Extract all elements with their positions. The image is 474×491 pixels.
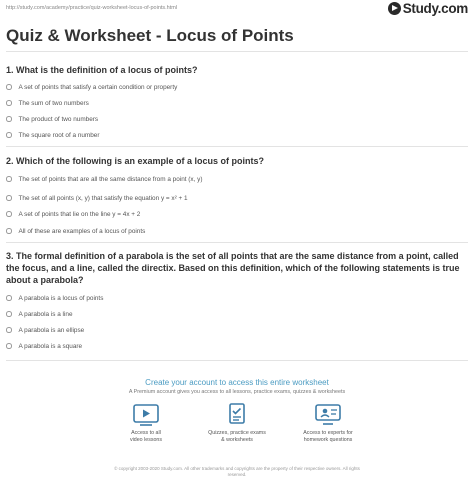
cta-subtitle: A Premium account gives you access to all lessons, practice exams, quizzes & worksheets xyxy=(128,389,346,395)
radio-icon[interactable] xyxy=(6,132,12,138)
radio-icon[interactable] xyxy=(6,311,12,317)
q3-option-2[interactable] xyxy=(6,308,73,320)
q3-option-1[interactable] xyxy=(6,292,103,304)
feature-label: Access to all xyxy=(131,430,161,436)
radio-icon[interactable] xyxy=(6,327,12,333)
radio-icon[interactable] xyxy=(6,343,12,349)
q1-option-4[interactable] xyxy=(6,129,100,141)
radio-icon[interactable] xyxy=(6,195,12,201)
radio-icon[interactable] xyxy=(6,228,12,234)
q1-option-3[interactable] xyxy=(6,113,98,125)
feature-video-lessons xyxy=(101,402,191,444)
radio-icon[interactable] xyxy=(6,295,12,301)
feature-label: Quizzes, practice exams xyxy=(208,430,266,436)
page-title: Quiz & Worksheet - Locus of Points xyxy=(6,26,294,45)
feature-label: video lessons xyxy=(129,437,163,443)
question-3: 3. The formal definition of a parabola is the set of all points that are the same distance from a point, called the focus, and a line, called the directix. Based on this definition, which of the following statements is true about a parabola? xyxy=(6,251,460,285)
copyright-line: reserved. xyxy=(227,472,247,477)
option-label: The square root of a number xyxy=(18,131,100,139)
option-label: A set of points that lie on the line y = 4x + 2 xyxy=(18,210,141,218)
radio-icon[interactable] xyxy=(6,100,12,106)
option-label: A set of points that satisfy a certain condition or property xyxy=(18,83,178,91)
cta-title[interactable]: Create your account to access this entire worksheet xyxy=(145,378,329,387)
play-logo-icon xyxy=(388,2,401,15)
q2-option-4[interactable] xyxy=(6,225,145,237)
q2-option-2[interactable] xyxy=(6,192,188,204)
question-divider xyxy=(6,242,468,243)
radio-icon[interactable] xyxy=(6,176,12,182)
cta-divider xyxy=(6,360,468,361)
option-label: All of these are examples of a locus of points xyxy=(18,227,146,235)
copyright-footer xyxy=(0,466,474,478)
option-label: A parabola is a locus of points xyxy=(18,294,104,302)
option-label: The set of all points (x, y) that satisfy the equation y = x² + 1 xyxy=(18,194,188,202)
q3-option-4[interactable] xyxy=(6,340,82,352)
q2-option-1[interactable] xyxy=(6,173,203,185)
feature-quizzes xyxy=(192,402,282,444)
q1-option-2[interactable] xyxy=(6,97,89,109)
page-url[interactable]: http://study.com/academy/practice/quiz-worksheet-locus-of-points.html xyxy=(6,5,178,11)
option-label: The set of points that are all the same distance from a point (x, y) xyxy=(18,175,203,183)
study-logo[interactable] xyxy=(388,1,468,16)
q3-option-3[interactable] xyxy=(6,324,84,336)
top-bar xyxy=(0,0,474,16)
option-label: A parabola is an ellipse xyxy=(18,326,85,334)
quiz-worksheet-icon xyxy=(222,402,252,428)
radio-icon[interactable] xyxy=(6,84,12,90)
q1-option-1[interactable] xyxy=(6,81,177,93)
option-label: The sum of two numbers xyxy=(18,99,89,107)
copyright-line: © copyright 2003-2020 Study.com. All other trademarks and copyrights are the property of their respective owners. All rights xyxy=(114,466,360,471)
question-divider xyxy=(6,146,468,147)
radio-icon[interactable] xyxy=(6,211,12,217)
option-label: The product of two numbers xyxy=(18,115,99,123)
feature-label: homework questions xyxy=(303,437,353,443)
option-label: A parabola is a square xyxy=(18,342,83,350)
question-2: 2. Which of the following is an example of a locus of points? xyxy=(6,156,265,166)
experts-icon xyxy=(313,402,343,428)
option-label: A parabola is a line xyxy=(18,310,73,318)
title-divider xyxy=(6,51,468,52)
logo-text: Study.com xyxy=(402,1,468,16)
radio-icon[interactable] xyxy=(6,116,12,122)
video-lessons-icon xyxy=(131,402,161,428)
q2-option-3[interactable] xyxy=(6,208,140,220)
feature-experts xyxy=(283,402,373,444)
feature-label: Access to experts for xyxy=(303,430,353,436)
feature-label: & worksheets xyxy=(221,437,253,443)
question-1: 1. What is the definition of a locus of points? xyxy=(6,65,198,75)
